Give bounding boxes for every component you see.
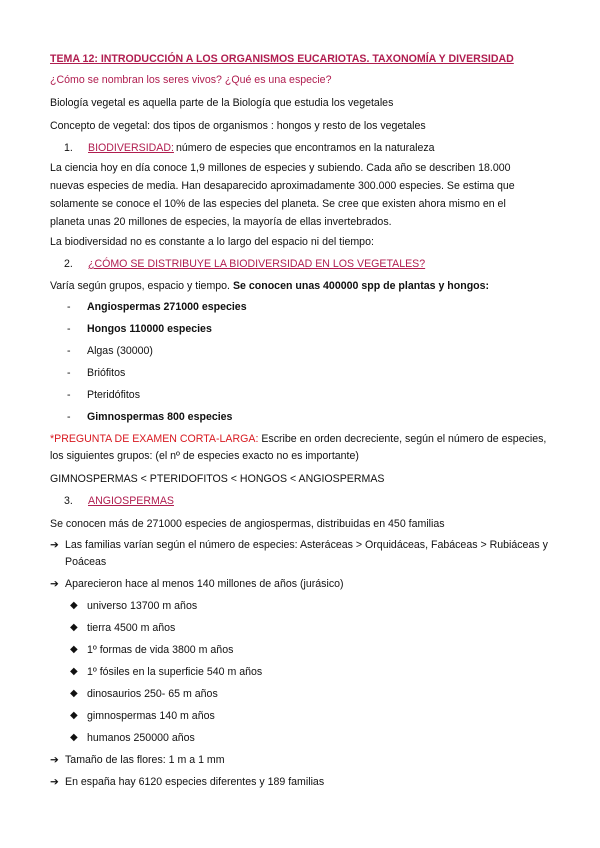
paragraph-biodiversidad: La biodiversidad no es constante a lo largo del espacio ni del tiempo: bbox=[50, 236, 374, 248]
dash-bullet: - bbox=[67, 345, 71, 357]
diamond-bullet-icon: ◆ bbox=[70, 732, 78, 743]
dash-bullet: - bbox=[67, 367, 71, 379]
list-item-text: Gimnospermas 800 especies bbox=[87, 411, 233, 423]
exam-question bbox=[50, 432, 546, 446]
timeline-text: 1º fósiles en la superficie 540 m años bbox=[87, 666, 263, 678]
timeline-text: universo 13700 m años bbox=[87, 600, 198, 612]
timeline-text: 1º formas de vida 3800 m años bbox=[87, 644, 234, 656]
question-heading: ¿Cómo se nombran los seres vivos? ¿Qué es una especie? bbox=[50, 74, 332, 86]
arrow-item-text: Las familias varían según el número de especies: Asteráceas > Orquidáceas, Fabáceas > Rubiáceas y bbox=[65, 539, 548, 551]
paragraph-ciencia bbox=[50, 159, 550, 231]
section-2-number: 2. bbox=[64, 258, 73, 270]
arrow-item-text: En españa hay 6120 especies diferentes y 189 familias bbox=[65, 776, 325, 788]
paragraph-varia bbox=[50, 279, 489, 293]
exam-text: Escribe en orden decreciente, según el número de especies, bbox=[258, 433, 547, 445]
list-item-text: Hongos 110000 especies bbox=[87, 323, 212, 335]
paragraph-concepto: Concepto de vegetal: dos tipos de organismos : hongos y resto de los vegetales bbox=[50, 120, 426, 132]
diamond-bullet-icon: ◆ bbox=[70, 688, 78, 699]
paragraph-line: La ciencia hoy en día conoce 1,9 millones de especies y subiendo. Cada año se describen 18.000 bbox=[50, 162, 511, 174]
dash-bullet: - bbox=[67, 411, 71, 423]
timeline-text: dinosaurios 250- 65 m años bbox=[87, 688, 218, 700]
arrow-icon: ➔ bbox=[50, 754, 59, 766]
arrow-item-continuation: Poáceas bbox=[65, 556, 107, 568]
timeline-text: gimnospermas 140 m años bbox=[87, 710, 215, 722]
dash-bullet: - bbox=[67, 301, 71, 313]
timeline-text: tierra 4500 m años bbox=[87, 622, 176, 634]
diamond-bullet-icon: ◆ bbox=[70, 710, 78, 721]
section-1-title: BIODIVERSIDAD: bbox=[88, 142, 174, 154]
section-3-title: ANGIOSPERMAS bbox=[88, 495, 174, 507]
paragraph-varia-bold: Se conocen unas 400000 spp de plantas y hongos: bbox=[232, 280, 490, 292]
arrow-icon: ➔ bbox=[50, 578, 59, 590]
diamond-bullet-icon: ◆ bbox=[70, 644, 78, 655]
section-2-title: ¿CÓMO SE DISTRIBUYE LA BIODIVERSIDAD EN LOS VEGETALES? bbox=[88, 258, 426, 270]
arrow-item-text: Tamaño de las flores: 1 m a 1 mm bbox=[65, 754, 225, 766]
dash-bullet: - bbox=[67, 323, 71, 335]
paragraph-angiospermas: Se conocen más de 271000 especies de angiospermas, distribuidas en 450 familias bbox=[50, 518, 445, 530]
arrow-item-text: Aparecieron hace al menos 140 millones de años (jurásico) bbox=[65, 578, 344, 590]
diamond-bullet-icon: ◆ bbox=[70, 666, 78, 677]
section-1-number: 1. bbox=[64, 142, 73, 154]
list-item-text: Angiospermas 271000 especies bbox=[87, 301, 247, 313]
list-item-text: Pteridófitos bbox=[87, 389, 140, 401]
list-item-text: Briófitos bbox=[87, 367, 126, 379]
paragraph-line: solamente se conoce el 10% de las especies del planeta. Se cree que existen ahora mismo en el bbox=[50, 198, 506, 210]
document-title: TEMA 12: INTRODUCCIÓN A LOS ORGANISMOS EUCARIOTAS. TAXONOMÍA Y DIVERSIDAD bbox=[50, 53, 514, 65]
paragraph-biologia: Biología vegetal es aquella parte de la Biología que estudia los vegetales bbox=[50, 97, 394, 109]
section-1-text: número de especies que encontramos en la naturaleza bbox=[176, 142, 435, 154]
diamond-bullet-icon: ◆ bbox=[70, 622, 78, 633]
timeline-text: humanos 250000 años bbox=[87, 732, 195, 744]
paragraph-line: planeta unas 20 millones de especies, la mayoría de ellas invertebrados. bbox=[50, 216, 392, 228]
arrow-icon: ➔ bbox=[50, 539, 59, 551]
arrow-icon: ➔ bbox=[50, 776, 59, 788]
dash-bullet: - bbox=[67, 389, 71, 401]
paragraph-line: nuevas especies de media. Han desaparecido aproximadamente 300.000 especies. Se estima que bbox=[50, 180, 515, 192]
exam-label: *PREGUNTA DE EXAMEN CORTA-LARGA: bbox=[50, 433, 259, 445]
section-3-number: 3. bbox=[64, 495, 73, 507]
order-answer: GIMNOSPERMAS < PTERIDOFITOS < HONGOS < ANGIOSPERMAS bbox=[50, 473, 385, 485]
paragraph-varia-text: Varía según grupos, espacio y tiempo. bbox=[50, 280, 231, 292]
list-item-text: Algas (30000) bbox=[87, 345, 153, 357]
exam-question-line2: los siguientes grupos: (el nº de especies exacto no es importante) bbox=[50, 450, 359, 462]
diamond-bullet-icon: ◆ bbox=[70, 600, 78, 611]
